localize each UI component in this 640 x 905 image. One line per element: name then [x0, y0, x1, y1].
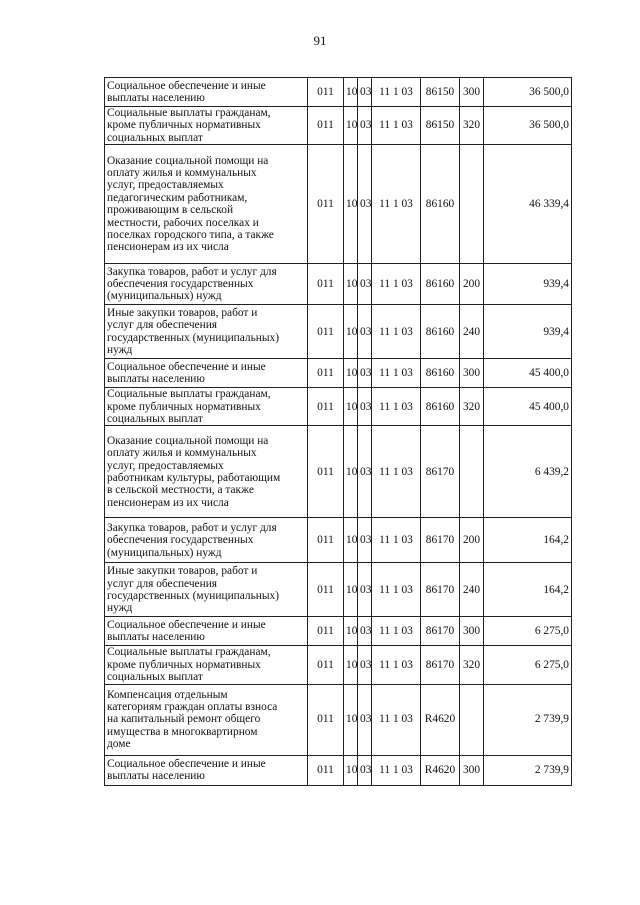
cell-amount: 45 400,0	[484, 359, 572, 388]
cell-grbs: 011	[308, 518, 344, 563]
cell-name-line: Закупка товаров, работ и услуг для	[107, 265, 277, 278]
cell-name-line: нужд	[107, 344, 133, 357]
cell-name-line: Социальные выплаты гражданам,	[107, 107, 271, 119]
cell-grbs: 011	[308, 755, 344, 785]
cell-section: 10	[344, 78, 358, 107]
cell-section: 10	[344, 305, 358, 359]
cell-target-direction: 86160	[421, 264, 460, 305]
cell-target-direction: 86170	[421, 563, 460, 617]
cell-target-program: 11 1 03	[372, 684, 421, 755]
cell-name-line: социальных выплат	[107, 671, 203, 684]
cell-section: 10	[344, 755, 358, 785]
cell-section: 10	[344, 426, 358, 518]
cell-target-program: 11 1 03	[372, 755, 421, 785]
cell-name-line: услуг для обеспечения	[107, 319, 218, 332]
cell-name-line: на капитальный ремонт общего	[107, 713, 261, 726]
cell-name-line: пенсионерам из их числа	[107, 241, 229, 254]
table-row	[105, 646, 572, 684]
cell-grbs: 011	[308, 684, 344, 755]
cell-name-line: Иные закупки товаров, работ и	[107, 306, 258, 319]
cell-target-direction: 86160	[421, 359, 460, 388]
table-row	[105, 388, 572, 426]
cell-grbs: 011	[308, 617, 344, 646]
cell-subsection: 03	[358, 684, 372, 755]
cell-target-direction: 86170	[421, 426, 460, 518]
table-row	[105, 755, 572, 785]
cell-name-line: обеспечения государственных	[107, 534, 254, 547]
cell-name-line: Социальное обеспечение и иные	[107, 79, 266, 92]
cell-amount: 36 500,0	[484, 107, 572, 145]
cell-section: 10	[344, 359, 358, 388]
cell-name-line: поселках городского типа, а также	[107, 229, 274, 242]
cell-grbs: 011	[308, 359, 344, 388]
cell-section: 10	[344, 107, 358, 145]
cell-name	[105, 617, 308, 646]
budget-table-body	[105, 78, 572, 786]
cell-target-program: 11 1 03	[372, 563, 421, 617]
cell-name-line: кроме публичных нормативных	[107, 400, 261, 413]
cell-name-line: услуг, предоставляемых	[107, 179, 224, 192]
cell-grbs: 011	[308, 563, 344, 617]
cell-name	[105, 388, 308, 426]
cell-expense-type: 240	[460, 305, 484, 359]
cell-name	[105, 78, 308, 107]
cell-target-direction: 86170	[421, 518, 460, 563]
cell-name-line: государственных (муниципальных)	[107, 589, 280, 602]
cell-target-direction: 86160	[421, 145, 460, 264]
cell-name-line: социальных выплат	[107, 413, 203, 426]
cell-expense-type: 240	[460, 563, 484, 617]
cell-name-line: категориям граждан оплаты взноса	[107, 701, 278, 714]
cell-expense-type: 300	[460, 78, 484, 107]
table-row	[105, 359, 572, 388]
cell-name-line: выплаты населению	[107, 92, 205, 104]
cell-amount: 6 275,0	[484, 617, 572, 646]
cell-name	[105, 563, 308, 617]
cell-target-direction: 86170	[421, 646, 460, 684]
cell-subsection: 03	[358, 359, 372, 388]
cell-target-program: 11 1 03	[372, 646, 421, 684]
cell-expense-type: 320	[460, 388, 484, 426]
cell-name-line: в сельской местности, а также	[107, 484, 254, 497]
table-row	[105, 145, 572, 264]
cell-section: 10	[344, 563, 358, 617]
cell-name-line: Оказание социальной помощи на	[107, 154, 269, 167]
cell-target-program: 11 1 03	[372, 518, 421, 563]
cell-grbs: 011	[308, 388, 344, 426]
cell-name-line: Закупка товаров, работ и услуг для	[107, 521, 277, 534]
cell-section: 10	[344, 684, 358, 755]
cell-name-line: кроме публичных нормативных	[107, 119, 261, 132]
cell-name-line: выплаты населению	[107, 631, 205, 644]
cell-target-direction: 86160	[421, 388, 460, 426]
cell-expense-type	[460, 426, 484, 518]
cell-expense-type: 320	[460, 107, 484, 145]
cell-subsection: 03	[358, 563, 372, 617]
cell-name	[105, 305, 308, 359]
cell-target-program: 11 1 03	[372, 359, 421, 388]
cell-name-line: кроме публичных нормативных	[107, 658, 261, 671]
cell-amount: 2 739,9	[484, 684, 572, 755]
cell-name-line: Социальные выплаты гражданам,	[107, 388, 271, 401]
cell-subsection: 03	[358, 646, 372, 684]
cell-amount: 6 439,2	[484, 426, 572, 518]
cell-subsection: 03	[358, 426, 372, 518]
cell-name-line: местности, рабочих поселках и	[107, 216, 259, 229]
cell-subsection: 03	[358, 617, 372, 646]
cell-section: 10	[344, 388, 358, 426]
cell-name-line: Оказание социальной помощи на	[107, 434, 269, 447]
cell-name-line: услуг для обеспечения	[107, 577, 218, 590]
cell-name-line: Социальное обеспечение и иные	[107, 619, 266, 632]
cell-grbs: 011	[308, 264, 344, 305]
cell-amount: 939,4	[484, 305, 572, 359]
table-row	[105, 617, 572, 646]
cell-target-direction: 86150	[421, 107, 460, 145]
cell-name	[105, 646, 308, 684]
cell-grbs: 011	[308, 305, 344, 359]
cell-name-line: педагогическим работникам,	[107, 191, 248, 204]
table-row	[105, 563, 572, 617]
cell-target-program: 11 1 03	[372, 388, 421, 426]
cell-target-program: 11 1 03	[372, 107, 421, 145]
cell-amount: 6 275,0	[484, 646, 572, 684]
cell-name-line: Иные закупки товаров, работ и	[107, 565, 258, 578]
cell-target-direction: R4620	[421, 755, 460, 785]
cell-name	[105, 426, 308, 518]
cell-name-line: социальных выплат	[107, 131, 203, 144]
cell-name-line: доме	[107, 738, 131, 751]
cell-grbs: 011	[308, 78, 344, 107]
table-row	[105, 305, 572, 359]
cell-subsection: 03	[358, 755, 372, 785]
cell-name-line: оплату жилья и коммунальных	[107, 167, 257, 179]
cell-subsection: 03	[358, 388, 372, 426]
cell-name	[105, 684, 308, 755]
table-row	[105, 78, 572, 107]
cell-name	[105, 755, 308, 785]
cell-name-line: обеспечения государственных	[107, 278, 254, 291]
cell-target-program: 11 1 03	[372, 78, 421, 107]
cell-subsection: 03	[358, 518, 372, 563]
cell-name	[105, 518, 308, 563]
cell-amount: 46 339,4	[484, 145, 572, 264]
cell-amount: 45 400,0	[484, 388, 572, 426]
cell-name-line: выплаты населению	[107, 770, 205, 783]
cell-expense-type	[460, 684, 484, 755]
cell-expense-type: 200	[460, 518, 484, 563]
cell-target-direction: 86150	[421, 78, 460, 107]
cell-amount: 36 500,0	[484, 78, 572, 107]
cell-amount: 164,2	[484, 518, 572, 563]
cell-name-line: оплату жилья и коммунальных	[107, 447, 257, 460]
cell-section: 10	[344, 518, 358, 563]
cell-target-program: 11 1 03	[372, 145, 421, 264]
cell-grbs: 011	[308, 145, 344, 264]
cell-section: 10	[344, 617, 358, 646]
cell-subsection: 03	[358, 264, 372, 305]
cell-grbs: 011	[308, 426, 344, 518]
cell-name-line: услуг, предоставляемых	[107, 459, 224, 472]
cell-amount: 939,4	[484, 264, 572, 305]
cell-section: 10	[344, 646, 358, 684]
cell-name-line: Социальные выплаты гражданам,	[107, 646, 271, 659]
cell-target-program: 11 1 03	[372, 426, 421, 518]
cell-target-direction: R4620	[421, 684, 460, 755]
cell-name	[105, 264, 308, 305]
cell-name-line: выплаты населению	[107, 373, 205, 386]
cell-grbs: 011	[308, 107, 344, 145]
table-row	[105, 107, 572, 145]
cell-expense-type: 300	[460, 755, 484, 785]
page-number: 91	[313, 33, 327, 48]
cell-grbs: 011	[308, 646, 344, 684]
cell-amount: 2 739,9	[484, 755, 572, 785]
cell-section: 10	[344, 264, 358, 305]
table-row	[105, 264, 572, 305]
cell-expense-type: 300	[460, 617, 484, 646]
cell-name	[105, 145, 308, 264]
cell-amount: 164,2	[484, 563, 572, 617]
cell-expense-type: 320	[460, 646, 484, 684]
cell-target-direction: 86160	[421, 305, 460, 359]
cell-name-line: Компенсация отдельным	[107, 688, 228, 701]
cell-target-direction: 86170	[421, 617, 460, 646]
cell-target-program: 11 1 03	[372, 617, 421, 646]
cell-target-program: 11 1 03	[372, 305, 421, 359]
cell-target-program: 11 1 03	[372, 264, 421, 305]
cell-subsection: 03	[358, 305, 372, 359]
cell-subsection: 03	[358, 107, 372, 145]
cell-name-line: пенсионерам из их числа	[107, 496, 229, 509]
cell-name-line: имущества в многоквартирном	[107, 725, 258, 738]
cell-name-line: Социальное обеспечение и иные	[107, 360, 266, 373]
cell-section: 10	[344, 145, 358, 264]
cell-name-line: (муниципальных) нужд	[107, 546, 222, 559]
cell-name-line: нужд	[107, 602, 133, 615]
cell-name-line: проживающим в сельской	[107, 204, 234, 217]
cell-name-line: Социальное обеспечение и иные	[107, 757, 266, 770]
cell-name-line: государственных (муниципальных)	[107, 331, 280, 344]
cell-name-line: (муниципальных) нужд	[107, 290, 222, 303]
cell-expense-type	[460, 145, 484, 264]
table-row	[105, 684, 572, 755]
cell-name-line: работникам культуры, работающим	[107, 471, 281, 484]
cell-subsection: 03	[358, 78, 372, 107]
cell-name	[105, 107, 308, 145]
cell-expense-type: 300	[460, 359, 484, 388]
cell-expense-type: 200	[460, 264, 484, 305]
cell-subsection: 03	[358, 145, 372, 264]
cell-name	[105, 359, 308, 388]
table-row	[105, 426, 572, 518]
budget-table	[104, 77, 572, 786]
table-row	[105, 518, 572, 563]
